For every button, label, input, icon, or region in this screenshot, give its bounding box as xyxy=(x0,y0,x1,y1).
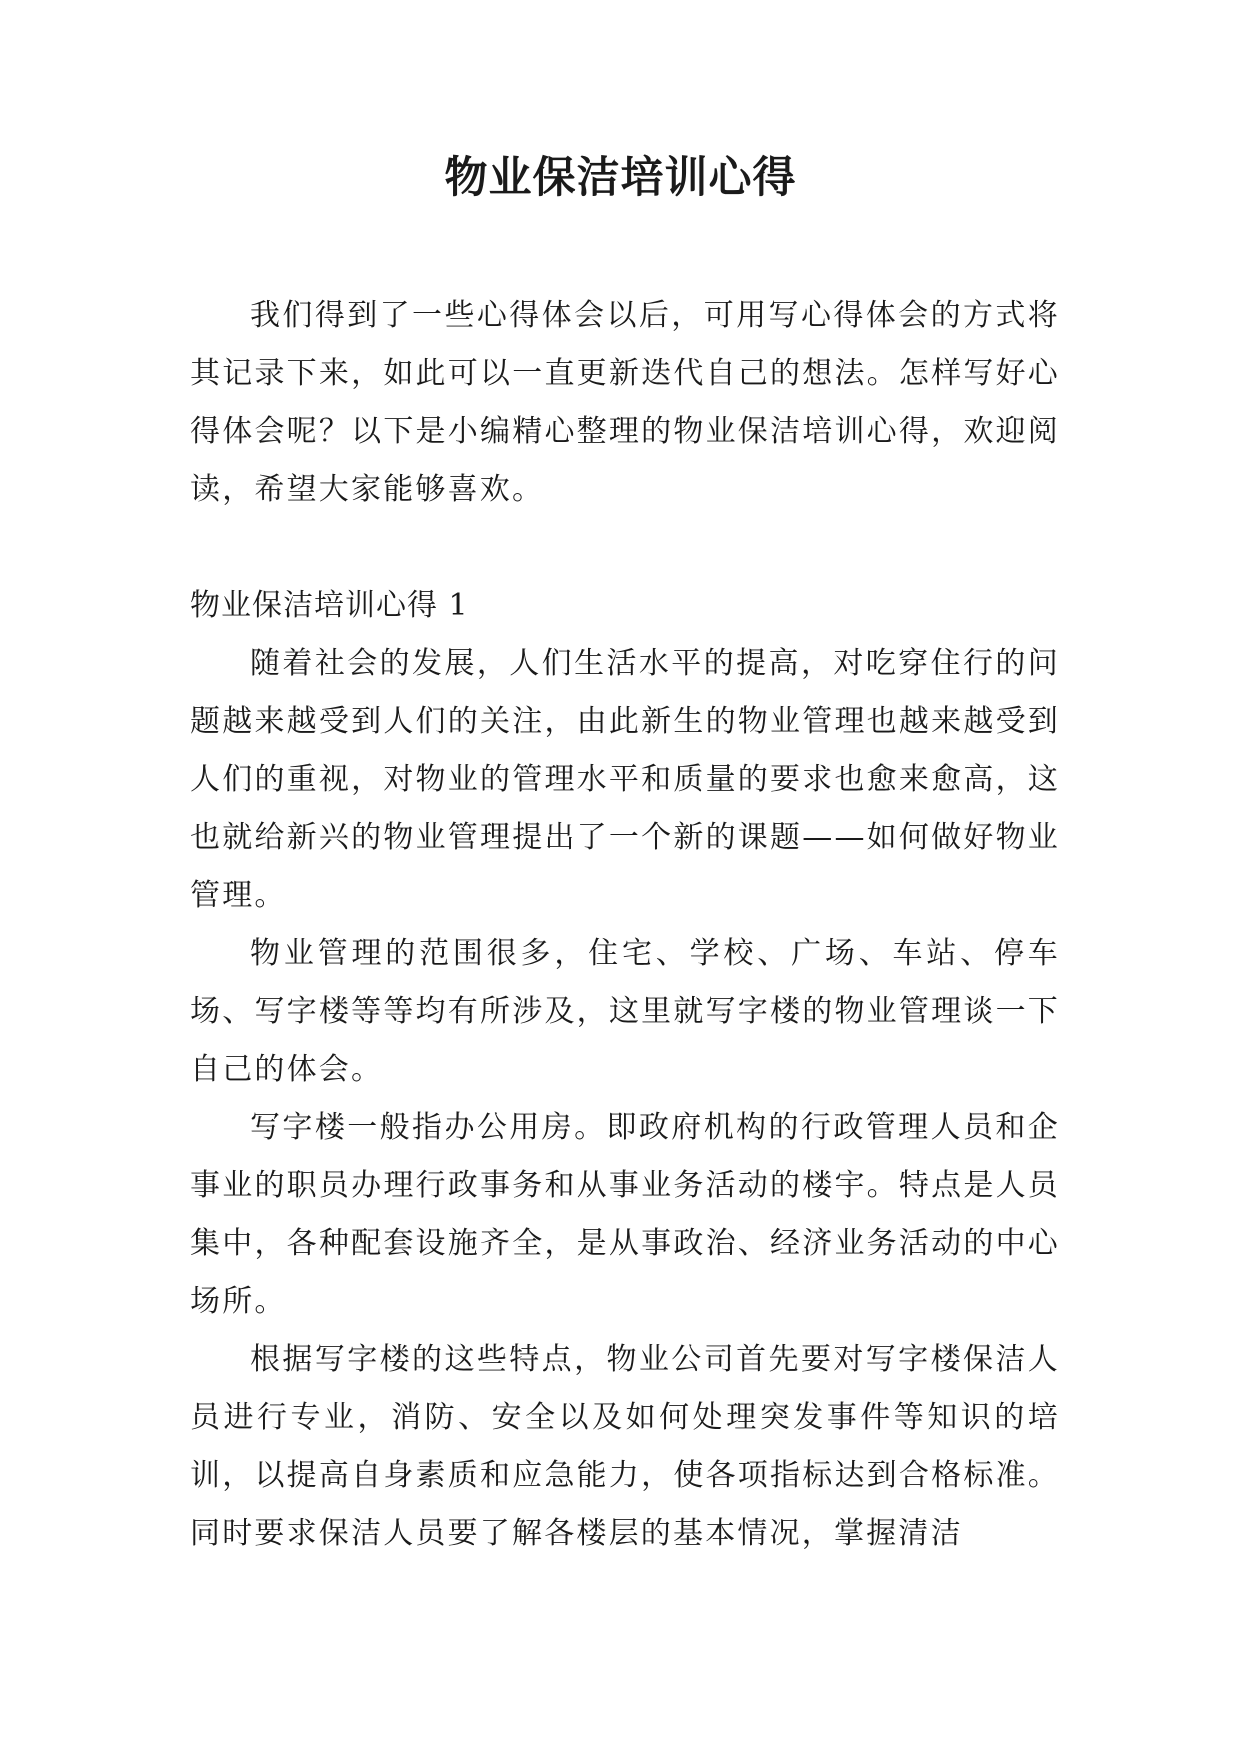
intro-paragraph: 我们得到了一些心得体会以后，可用写心得体会的方式将其记录下来，如此可以一直更新迭代自己的想法。怎样写好心得体会呢？以下是小编精心整理的物业保洁培训心得，欢迎阅读，希望大家能够喜欢。 xyxy=(190,298,1060,507)
document-title: 物业保洁培训心得 xyxy=(444,153,797,203)
body-paragraph: 物业管理的范围很多，住宅、学校、广场、车站、停车场、写字楼等等均有所涉及，这里就写字楼的物业管理谈一下自己的体会。 xyxy=(190,936,1060,1087)
body-paragraph: 随着社会的发展，人们生活水平的提高，对吃穿住行的问题越来越受到人们的关注，由此新生的物业管理也越来越受到人们的重视，对物业的管理水平和质量的要求也愈来愈高，这也就给新兴的物业管理提出了一个新的课题——如何做好物业管理。 xyxy=(190,646,1060,913)
section-heading: 物业保洁培训心得 1 xyxy=(190,588,469,623)
body-paragraph: 写字楼一般指办公用房。即政府机构的行政管理人员和企事业的职员办理行政事务和从事业务活动的楼宇。特点是人员集中，各种配套设施齐全，是从事政治、经济业务活动的中心场所。 xyxy=(190,1110,1060,1319)
body-paragraph: 根据写字楼的这些特点，物业公司首先要对写字楼保洁人员进行专业，消防、安全以及如何处理突发事件等知识的培训，以提高自身素质和应急能力，使各项指标达到合格标准。同时要求保洁人员要了解各楼层的基本情况，掌握清洁 xyxy=(190,1342,1060,1551)
document-body xyxy=(190,287,1060,1563)
